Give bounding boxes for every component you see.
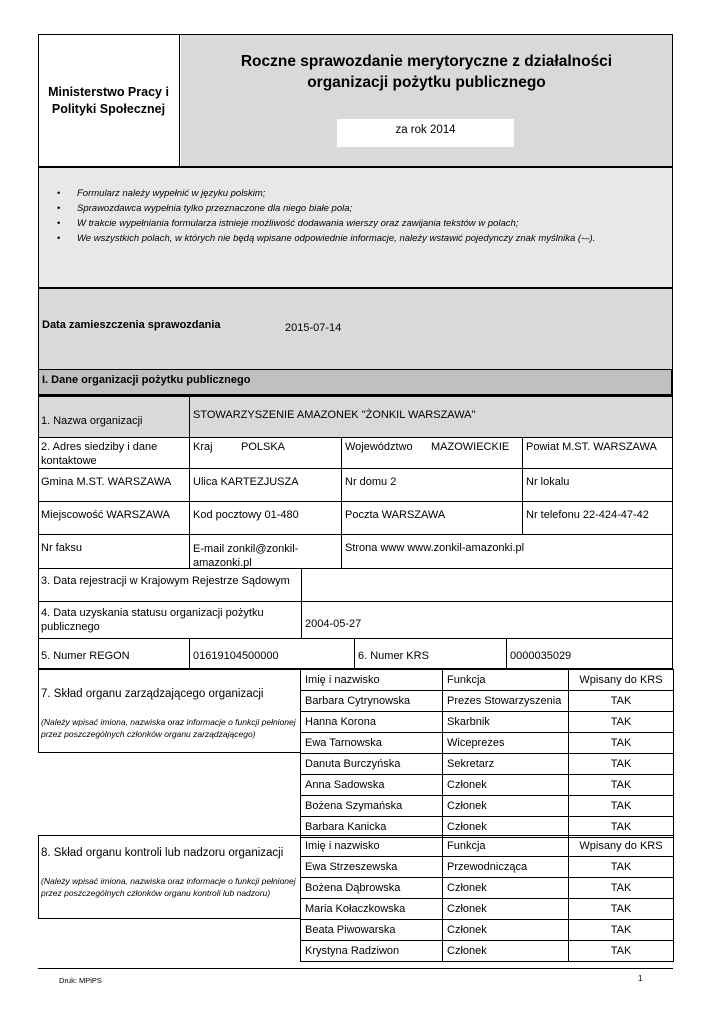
table-row — [301, 941, 674, 962]
member-function[interactable]: Członek — [443, 941, 569, 962]
regon-value: 01619104500000 — [193, 650, 279, 662]
regon-label: 5. Numer REGON — [41, 650, 130, 662]
member-name[interactable]: Anna Sadowska — [301, 775, 443, 796]
title-band — [181, 35, 672, 108]
table-row — [301, 857, 674, 878]
member-krs[interactable]: TAK — [569, 857, 674, 878]
woj-value: MAZOWIECKIE — [431, 441, 510, 453]
member-name[interactable]: Barbara Kanicka — [301, 817, 443, 838]
powiat-value: Powiat M.ST. WARSZAWA — [526, 441, 657, 453]
faks-value: Nr faksu — [41, 542, 82, 554]
supervision-table — [300, 835, 674, 962]
member-function[interactable]: Członek — [443, 775, 569, 796]
board-table — [300, 669, 674, 838]
member-function[interactable]: Skarbnik — [443, 712, 569, 733]
miejscowosc-value: Miejscowość WARSZAWA — [41, 509, 170, 521]
member-name[interactable]: Hanna Korona — [301, 712, 443, 733]
instructions-list — [39, 186, 669, 246]
kraj-label: Kraj — [193, 441, 213, 453]
instruction-item: • W trakcie wypełniania formularza istnieje możliwość dodawania wierszy oraz zawijania tekstów w polach; — [39, 216, 669, 231]
col-header-function: Funkcja — [443, 670, 569, 691]
member-name[interactable]: Ewa Tarnowska — [301, 733, 443, 754]
member-krs[interactable]: TAK — [569, 712, 674, 733]
footer-print: Druk: MPiPS — [59, 976, 102, 985]
section-title: I. Dane organizacji pożytku publicznego — [42, 374, 251, 386]
table-row — [301, 796, 674, 817]
member-krs[interactable]: TAK — [569, 754, 674, 775]
table-row — [301, 878, 674, 899]
ulica-value: Ulica KARTEZJUSZA — [193, 476, 299, 488]
nr-domu-value: Nr domu 2 — [345, 476, 397, 488]
telefon-value: Nr telefonu 22-424-47-42 — [526, 509, 649, 521]
publication-label: Data zamieszczenia sprawozdania — [42, 319, 221, 331]
member-krs[interactable]: TAK — [569, 899, 674, 920]
member-function[interactable]: Sekretarz — [443, 754, 569, 775]
member-function[interactable]: Prezes Stowarzyszenia — [443, 691, 569, 712]
member-krs[interactable]: TAK — [569, 796, 674, 817]
member-name[interactable]: Danuta Burczyńska — [301, 754, 443, 775]
year-box[interactable]: za rok 2014 — [337, 119, 514, 147]
poczta-value: Poczta WARSZAWA — [345, 509, 446, 521]
kod-value: Kod pocztowy 01-480 — [193, 509, 299, 521]
member-function[interactable]: Członek — [443, 817, 569, 838]
table-row — [301, 754, 674, 775]
ministry-name: Ministerstwo Pracy i Polityki Społecznej — [48, 84, 169, 116]
gmina-value: Gmina M.ST. WARSZAWA — [41, 476, 172, 488]
footer-rule — [38, 968, 673, 969]
woj-label: Województwo — [345, 441, 413, 453]
member-name[interactable]: Barbara Cytrynowska — [301, 691, 443, 712]
table-row — [301, 712, 674, 733]
krs-value: 0000035029 — [510, 650, 572, 662]
krs-reg-value-cell[interactable] — [301, 568, 673, 602]
member-krs[interactable]: TAK — [569, 691, 674, 712]
member-name[interactable]: Bożena Szymańska — [301, 796, 443, 817]
supervision-label: 8. Skład organu kontroli lub nadzoru organizacji — [41, 847, 284, 859]
opp-value: 2004-05-27 — [305, 618, 362, 630]
member-function[interactable]: Członek — [443, 899, 569, 920]
page-number: 1 — [638, 974, 643, 983]
table-row — [301, 733, 674, 754]
table-row — [301, 775, 674, 796]
board-note: (Należy wpisać imiona, nazwiska oraz informacje o funkcji pełnionej przez poszczególnych członków organu zarządzającego) — [41, 717, 296, 739]
name-value: STOWARZYSZENIE AMAZONEK "ŻONKIL WARSZAWA" — [193, 409, 476, 421]
nr-lokalu-value: Nr lokalu — [526, 476, 570, 488]
col-header-krs: Wpisany do KRS — [569, 836, 674, 857]
address-label: 2. Adres siedziby i dane kontaktowe — [41, 441, 158, 467]
member-name[interactable]: Ewa Strzeszewska — [301, 857, 443, 878]
kraj-value: POLSKA — [241, 441, 286, 453]
table-header-row — [301, 836, 674, 857]
krs-label: 6. Numer KRS — [358, 650, 429, 662]
member-name[interactable]: Beata Piwowarska — [301, 920, 443, 941]
member-krs[interactable]: TAK — [569, 941, 674, 962]
instruction-item: • Formularz należy wypełnić w języku polskim; — [39, 186, 669, 201]
member-function[interactable]: Członek — [443, 878, 569, 899]
col-header-krs: Wpisany do KRS — [569, 670, 674, 691]
member-krs[interactable]: TAK — [569, 733, 674, 754]
table-row — [301, 920, 674, 941]
member-krs[interactable]: TAK — [569, 775, 674, 796]
ministry-cell — [38, 34, 180, 167]
supervision-note: (Należy wpisać imiona, nazwiska oraz informacje o funkcji pełnionej przez poszczególnych członków organu kontroli lub nadzoru) — [41, 876, 296, 898]
instruction-item: • We wszystkich polach, w których nie będą wpisane odpowiednie informacje, należy wstawić pojedynczy znak myślnika (-–). — [39, 231, 669, 246]
table-row — [301, 899, 674, 920]
member-function[interactable]: Wiceprezes — [443, 733, 569, 754]
col-header-name: Imię i nazwisko — [301, 670, 443, 691]
member-function[interactable]: Członek — [443, 920, 569, 941]
opp-label: 4. Data uzyskania statusu organizacji pożytku publicznego — [41, 607, 264, 633]
email-value: E-mail zonkil@zonkil-amazonki.pl — [193, 543, 299, 569]
name-label: 1. Nazwa organizacji — [41, 415, 143, 427]
member-krs[interactable]: TAK — [569, 878, 674, 899]
member-name[interactable]: Maria Kołaczkowska — [301, 899, 443, 920]
www-value: Strona www www.zonkil-amazonki.pl — [345, 542, 525, 554]
member-function[interactable]: Członek — [443, 796, 569, 817]
page-title: Roczne sprawozdanie merytoryczne z działalności organizacji pożytku publicznego — [240, 52, 613, 91]
member-name[interactable]: Bożena Dąbrowska — [301, 878, 443, 899]
table-header-row — [301, 670, 674, 691]
col-header-name: Imię i nazwisko — [301, 836, 443, 857]
publication-date[interactable]: 2015-07-14 — [285, 322, 342, 334]
member-krs[interactable]: TAK — [569, 817, 674, 838]
table-row — [301, 691, 674, 712]
member-name[interactable]: Krystyna Radziwon — [301, 941, 443, 962]
board-label-cell — [38, 669, 301, 753]
board-label: 7. Skład organu zarządzającego organizacji — [41, 688, 264, 700]
instruction-item: • Sprawozdawca wypełnia tylko przeznaczone dla niego białe pola; — [39, 201, 669, 216]
krs-reg-label: 3. Data rejestracji w Krajowym Rejestrze Sądowym — [41, 575, 290, 587]
member-krs[interactable]: TAK — [569, 920, 674, 941]
col-header-function: Funkcja — [443, 836, 569, 857]
member-function[interactable]: Przewodnicząca — [443, 857, 569, 878]
